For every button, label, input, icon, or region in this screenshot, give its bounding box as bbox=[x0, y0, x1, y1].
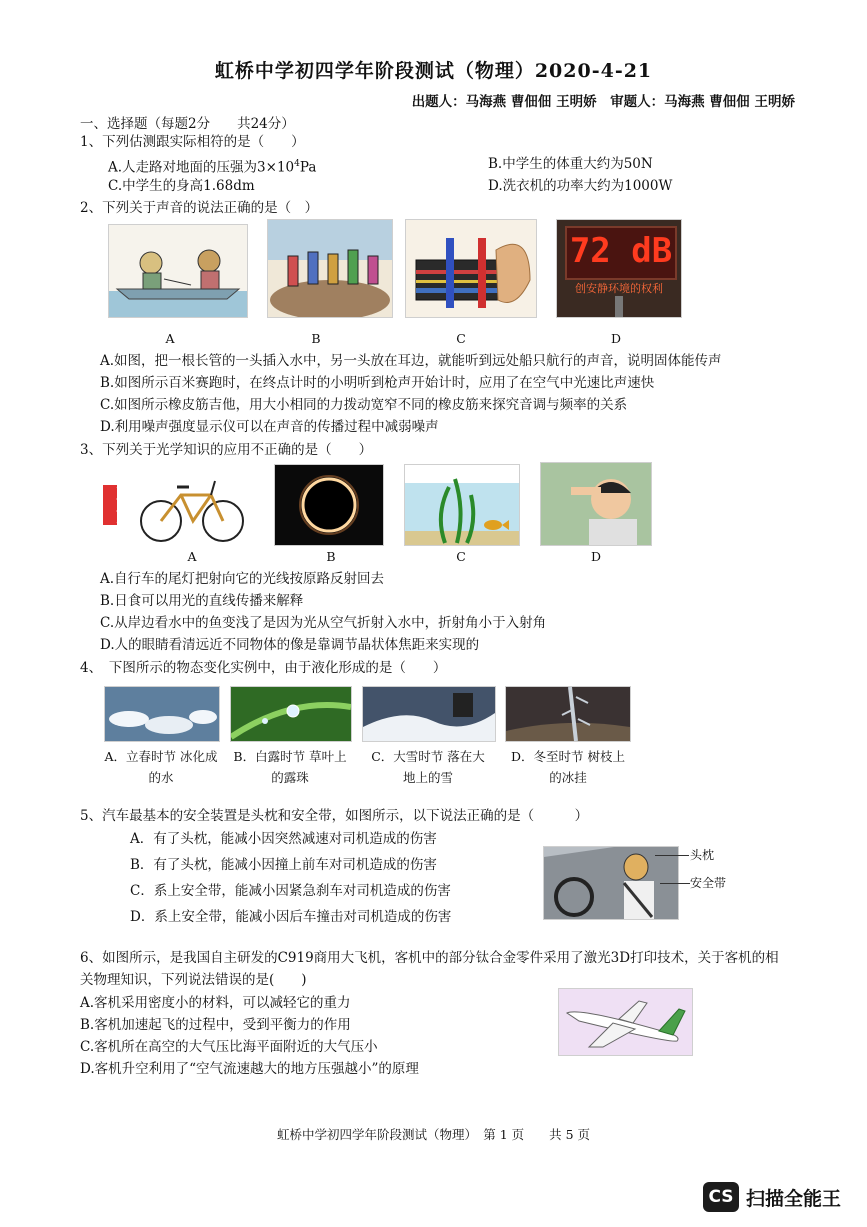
author-line: 出题人：马海燕 曹佃佃 王明娇 审题人：马海燕 曹佃佃 王明娇 bbox=[411, 94, 795, 110]
q3-label-a: A bbox=[187, 549, 197, 564]
q4-caption-c: C．大雪时节 落在大地上的雪 bbox=[371, 749, 485, 785]
q6-image-c919-plane bbox=[558, 988, 693, 1056]
section-heading: 一、选择题（每题2分 共24分） bbox=[80, 116, 295, 132]
q2-label-b: B bbox=[311, 331, 321, 346]
q3-label-c: C bbox=[456, 549, 466, 564]
q2-image-c-rubber-guitar bbox=[405, 219, 537, 318]
q3-label-d: D bbox=[590, 549, 602, 564]
q2-option-d: D.利用噪声强度显示仪可以在声音的传播过程中减弱噪声 bbox=[100, 419, 439, 435]
q5-option-c: C．系上安全带，能减小因紧急刹车对司机造成的伤害 bbox=[130, 883, 451, 899]
q5-stem: 5、汽车最基本的安全装置是头枕和安全带，如图所示，以下说法正确的是（ ） bbox=[80, 808, 589, 824]
q6-option-d: D.客机升空利用了“空气流速越大的地方压强越小”的原理 bbox=[80, 1061, 419, 1077]
q2-image-b-race bbox=[267, 219, 393, 318]
q2-image-a-boat bbox=[108, 224, 248, 318]
q2-option-a: A.如图，把一根长管的一头插入水中，另一头放在耳边，就能听到远处船只航行的声音，说明固体能传声 bbox=[100, 353, 722, 369]
q4-image-a-melting-ice bbox=[104, 686, 220, 742]
q5-option-b: B．有了头枕，能减小因撞上前车对司机造成的伤害 bbox=[130, 857, 437, 873]
q3-image-c-fish bbox=[404, 464, 520, 546]
q4-image-c-snow bbox=[362, 686, 496, 742]
q5-image-car-seat bbox=[543, 846, 679, 920]
noise-meter-reading: 72 dB bbox=[569, 231, 673, 271]
q5-option-a: A．有了头枕，能减小因突然减速对司机造成的伤害 bbox=[130, 831, 437, 847]
q3-image-d-child bbox=[540, 462, 652, 546]
q2-stem: 2、下列关于声音的说法正确的是（ ） bbox=[80, 200, 319, 216]
page-footer: 虹桥中学初四学年阶段测试（物理） 第 1 页 共 5 页 bbox=[276, 1127, 591, 1142]
q2-image-d-noise-meter bbox=[556, 219, 682, 318]
q6-stem-line2: 关物理知识，下列说法错误的是( ) bbox=[80, 972, 307, 988]
q2-option-c: C.如图所示橡皮筋吉他，用大小相同的力拨动宽窄不同的橡皮筋来探究音调与频率的关系 bbox=[100, 397, 628, 413]
q4-image-d-icicles bbox=[505, 686, 631, 742]
camscanner-watermark: 扫描全能王 bbox=[746, 1188, 842, 1210]
q5-option-d: D．系上安全带，能减小因后车撞击对司机造成的伤害 bbox=[130, 909, 452, 925]
label-seatbelt: 安全带 bbox=[690, 876, 727, 890]
q3-image-a-bicycle bbox=[100, 464, 252, 546]
q1-option-b: B.中学生的体重大约为50N bbox=[488, 156, 653, 172]
q4-caption-d: D．冬至时节 树枝上的冰挂 bbox=[511, 749, 625, 785]
q1-option-c: C.中学生的身高1.68dm bbox=[108, 178, 255, 194]
q2-label-a: A bbox=[165, 331, 175, 346]
q2-label-c: C bbox=[456, 331, 466, 346]
q3-option-b: B.日食可以用光的直线传播来解释 bbox=[100, 593, 304, 609]
q6-option-a: A.客机采用密度小的材料，可以减轻它的重力 bbox=[80, 995, 351, 1011]
q1-option-a: A.人走路对地面的压强为$3\times 10^4Pa$ bbox=[108, 159, 317, 176]
q6-option-c: C.客机所在高空的大气压比海平面附近的大气压小 bbox=[80, 1039, 378, 1055]
camscanner-logo-icon: CS bbox=[703, 1182, 739, 1212]
q2-option-b: B.如图所示百米赛跑时，在终点计时的小明听到枪声开始计时，应用了在空气中光速比声速快 bbox=[100, 375, 655, 391]
q4-caption-b: B．白露时节 草叶上的露珠 bbox=[233, 749, 347, 785]
q4-stem: 4、 下图所示的物态变化实例中，由于液化形成的是（ ） bbox=[80, 660, 447, 676]
page-title: 虹桥中学初四学年阶段测试（物理）2020-4-21 bbox=[214, 60, 653, 82]
q3-option-c: C.从岸边看水中的鱼变浅了是因为光从空气折射入水中，折射角小于入射角 bbox=[100, 615, 547, 631]
q6-option-b: B.客机加速起飞的过程中，受到平衡力的作用 bbox=[80, 1017, 351, 1033]
q3-label-b: B bbox=[326, 549, 336, 564]
q4-caption-a: A．立春时节 冰化成的水 bbox=[104, 749, 218, 785]
q3-stem: 3、下列关于光学知识的应用不正确的是（ ） bbox=[80, 442, 373, 458]
q3-option-d: D.人的眼睛看清远近不同物体的像是靠调节晶状体焦距来实现的 bbox=[100, 637, 480, 653]
q2-label-d: D bbox=[610, 331, 622, 346]
noise-meter-sign: 创安静环境的权利 bbox=[575, 282, 663, 295]
q1-option-d: D.洗衣机的功率大约为1000W bbox=[488, 178, 673, 194]
q3-option-a: A.自行车的尾灯把射向它的光线按原路反射回去 bbox=[100, 571, 385, 587]
q4-image-b-dew bbox=[230, 686, 352, 742]
label-headrest: 头枕 bbox=[690, 848, 715, 862]
seatbelt-pointer bbox=[660, 883, 690, 884]
q6-stem-line1: 6、如图所示，是我国自主研发的C919商用大飞机，客机中的部分钛合金零件采用了激光3D打印技术，关于客机的相 bbox=[80, 950, 779, 966]
q3-image-b-eclipse bbox=[274, 464, 384, 546]
q1-stem: 1、下列估测跟实际相符的是（ ） bbox=[80, 134, 305, 150]
headrest-pointer bbox=[655, 855, 689, 856]
